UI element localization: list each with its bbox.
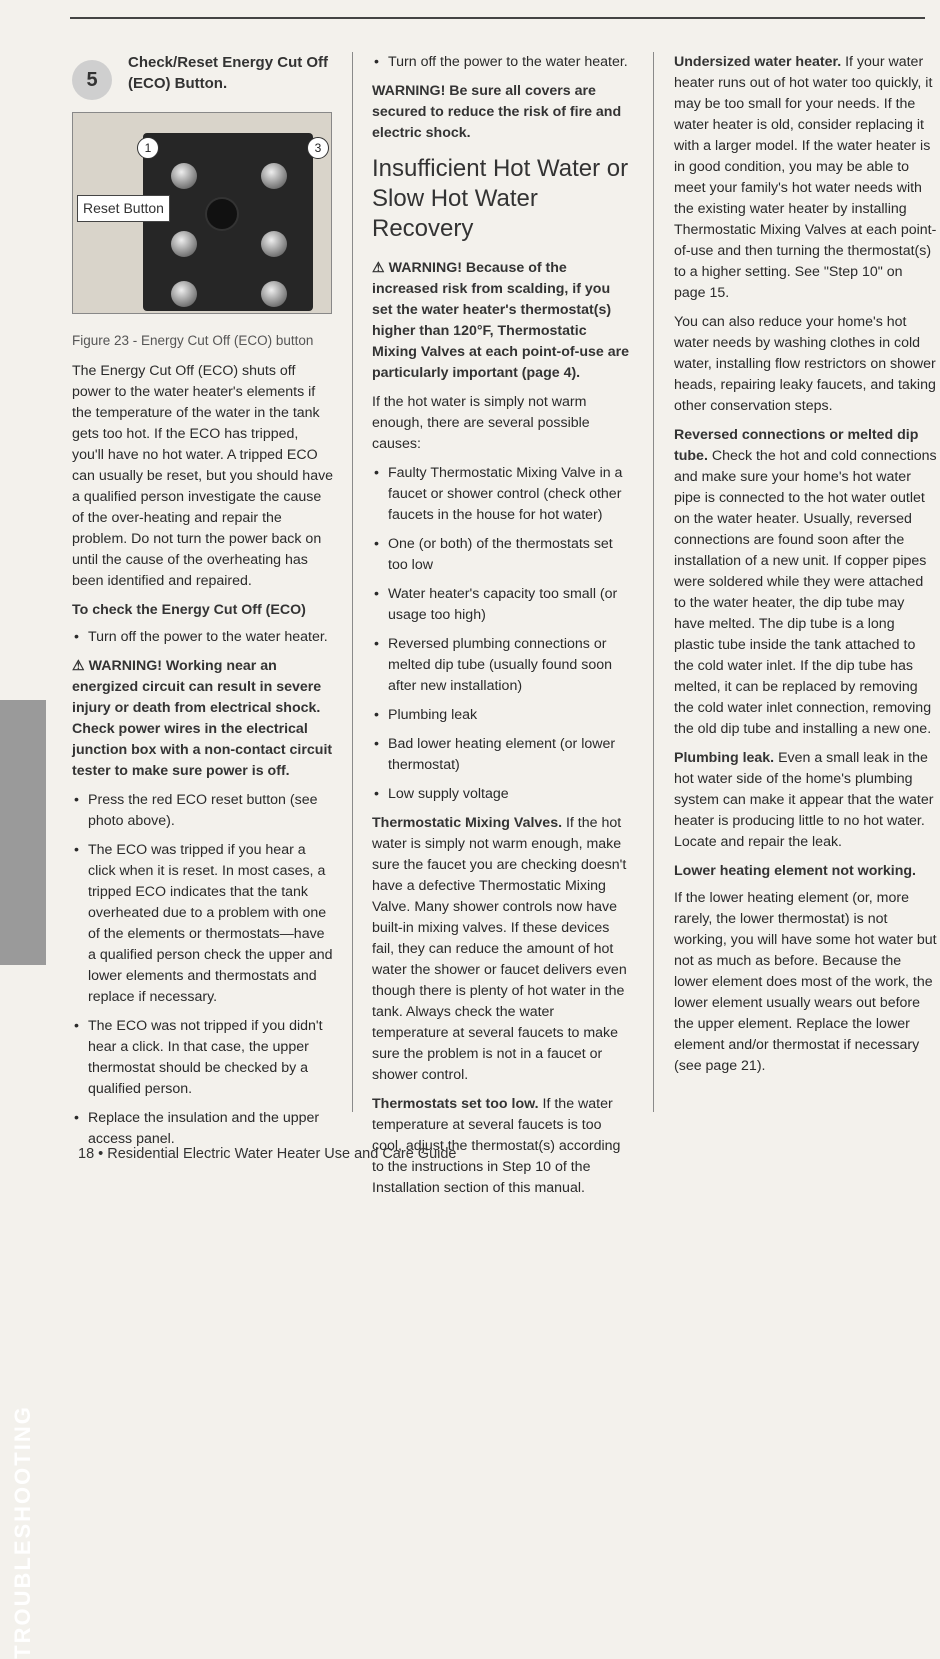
callout-3: 3 bbox=[307, 137, 329, 159]
thermostat-text: If the water temperature at several faucets is too cool, adjust the thermostat(s) according to the instructions in Step 10 of the Installation section of this manual. bbox=[372, 1096, 621, 1196]
lower-element-lead: Lower heating element not working. bbox=[674, 863, 916, 879]
terminal-screw bbox=[261, 281, 287, 307]
reset-button-label: Reset Button bbox=[77, 195, 170, 222]
column-3 bbox=[674, 52, 938, 1085]
covers-warning: WARNING! Be sure all covers are secured to reduce the risk of fire and electric shock. bbox=[372, 83, 622, 141]
list-item: • Low supply voltage bbox=[372, 784, 634, 805]
tmv-text: If the hot water is simply not warm enough, make sure the faucet you are checking doesn't have a defective Thermostatic Mixing Valve. Many shower controls now have built-in mixing valves. If these devices fail, they can reduce the amount of hot water the shower or faucet delivers even though there is plenty of hot water in the tank. Always check the water temperature at several faucets to make sure the problem is not in a faucet or shower control. bbox=[372, 815, 627, 1083]
terminal-screw bbox=[171, 163, 197, 189]
leak-lead: Plumbing leak. bbox=[674, 750, 775, 766]
eco-photo bbox=[72, 112, 332, 314]
list-item: • The ECO was not tripped if you didn't hear a click. In that case, the upper thermostat should be checked by a qualified person. bbox=[72, 1016, 334, 1100]
eco-reset-button bbox=[205, 197, 239, 231]
section-heading: Insufficient Hot Water or Slow Hot Water Recovery bbox=[372, 155, 629, 242]
section-tab bbox=[0, 700, 46, 1659]
page-footer: 18 • Residential Electric Water Heater Use and Care Guide bbox=[78, 1146, 457, 1162]
leak-paragraph bbox=[674, 748, 938, 853]
terminal-screw bbox=[171, 231, 197, 257]
column-divider bbox=[352, 52, 353, 1112]
list-item: • The ECO was tripped if you hear a click when it is reset. In most cases, a tripped ECO indicates that the tank overheated due to a problem with one of the elements or thermostats—have a qualified person check the upper and lower elements and thermostats and replace if necessary. bbox=[72, 840, 334, 1008]
eco-power-list bbox=[72, 627, 334, 648]
reversed-paragraph bbox=[674, 425, 938, 740]
thermostat-panel bbox=[143, 133, 313, 311]
column-2 bbox=[372, 52, 634, 1207]
column-1 bbox=[72, 52, 334, 1158]
list-item: • Turn off the power to the water heater. bbox=[372, 52, 634, 73]
terminal-screw bbox=[261, 163, 287, 189]
list-item: • Bad lower heating element (or lower thermostat) bbox=[372, 734, 634, 776]
tmv-paragraph bbox=[372, 813, 634, 1086]
reversed-lead: Reversed connections or melted dip tube. bbox=[674, 427, 919, 464]
list-item: • One (or both) of the thermostats set too low bbox=[372, 534, 634, 576]
step-header bbox=[72, 52, 334, 100]
step-title: Check/Reset Energy Cut Off (ECO) Button. bbox=[128, 54, 329, 92]
step-number-badge: 5 bbox=[72, 60, 112, 100]
list-item: • Turn off the power to the water heater. bbox=[72, 627, 334, 648]
eco-subhead: To check the Energy Cut Off (ECO) bbox=[72, 602, 306, 618]
list-item: • Water heater's capacity too small (or usage too high) bbox=[372, 584, 634, 626]
eco-intro: The Energy Cut Off (ECO) shuts off power to the water heater's elements if the temperature of the water in the tank gets too hot. If the ECO has tripped, you'll have no hot water. A tripped ECO can usually be reset, but you should have a qualified person investigate the cause of the over-heating and repair the problem. Do not turn the power back on until the cause of the overheating has been identified and repaired. bbox=[72, 363, 334, 589]
terminal-screw bbox=[261, 231, 287, 257]
undersized-lead: Undersized water heater. bbox=[674, 54, 842, 70]
column-divider bbox=[653, 52, 654, 1112]
power-list bbox=[372, 52, 634, 73]
callout-1: 1 bbox=[137, 137, 159, 159]
causes-intro: If the hot water is simply not warm enough, there are several possible causes: bbox=[372, 394, 590, 452]
list-item: • Reversed plumbing connections or melted dip tube (usually found soon after new installation) bbox=[372, 634, 634, 697]
figure-caption: Figure 23 - Energy Cut Off (ECO) button bbox=[72, 333, 314, 348]
undersized-text: If your water heater runs out of hot water too quickly, it may be too small for your needs. If the water heater is old, consider replacing it with a larger model. If the water heater is in good condition, you may be able to meet your family's hot water needs with the existing water heater by installing Thermostatic Mixing Valves at each point-of-use and then turning the thermostat(s) to a higher setting. See "Step 10" on page 15. bbox=[674, 54, 937, 301]
lower-element-text: If the lower heating element (or, more rarely, the lower thermostat) is not working, you will have some hot water but not as much as before. Because the lower element does most of the work, the lower element usually wears out before the upper element. Replace the lower element and/or thermostat if necessary (see page 21). bbox=[674, 890, 937, 1074]
eco-steps-list bbox=[72, 790, 334, 1150]
list-item: • Plumbing leak bbox=[372, 705, 634, 726]
section-tab-label: TROUBLESHOOTING bbox=[10, 1405, 35, 1659]
leak-text: Even a small leak in the hot water side of the home's plumbing system can make it appear that the water heater is producing little to no hot water. Locate and repair the leak. bbox=[674, 750, 934, 850]
list-item: • Replace the insulation and the upper access panel. bbox=[72, 1108, 334, 1150]
tmv-lead: Thermostatic Mixing Valves. bbox=[372, 815, 563, 831]
thermostat-lead: Thermostats set too low. bbox=[372, 1096, 539, 1112]
causes-list bbox=[372, 463, 634, 805]
reversed-text: Check the hot and cold connections and make sure your home's hot water pipe is connected to the hot water outlet on the water heater. Usually, reversed connections are found soon after the installation of a new unit. If copper pipes were soldered while they were attached to the water heater, the dip tube may have melted. The dip tube is a long plastic tube inside the tank attached to the cold water inlet. If the dip tube has melted, it can be replaced by removing the cold water inlet connection, removing the old dip tube and installing a new one. bbox=[674, 448, 937, 737]
shock-warning: ⚠ WARNING! Working near an energized circuit can result in severe injury or death from electrical shock. Check power wires in the electrical junction box with a non-contact circuit tester to make sure power is off. bbox=[72, 658, 333, 779]
list-item: • Press the red ECO reset button (see photo above). bbox=[72, 790, 334, 832]
undersized-paragraph bbox=[674, 52, 938, 304]
reduce-paragraph: You can also reduce your home's hot water needs by washing clothes in cold water, installing flow restrictors on shower heads, repairing leaky faucets, and taking other conservation steps. bbox=[674, 314, 936, 414]
scald-warning: ⚠ WARNING! Because of the increased risk from scalding, if you set the water heater's thermostat(s) higher than 120°F, Thermostatic Mixing Valves at each point-of-use are particularly important (page 4). bbox=[372, 260, 630, 381]
top-rule bbox=[70, 17, 925, 19]
terminal-screw bbox=[171, 281, 197, 307]
list-item: • Faulty Thermostatic Mixing Valve in a faucet or shower control (check other faucets in the house for hot water) bbox=[372, 463, 634, 526]
